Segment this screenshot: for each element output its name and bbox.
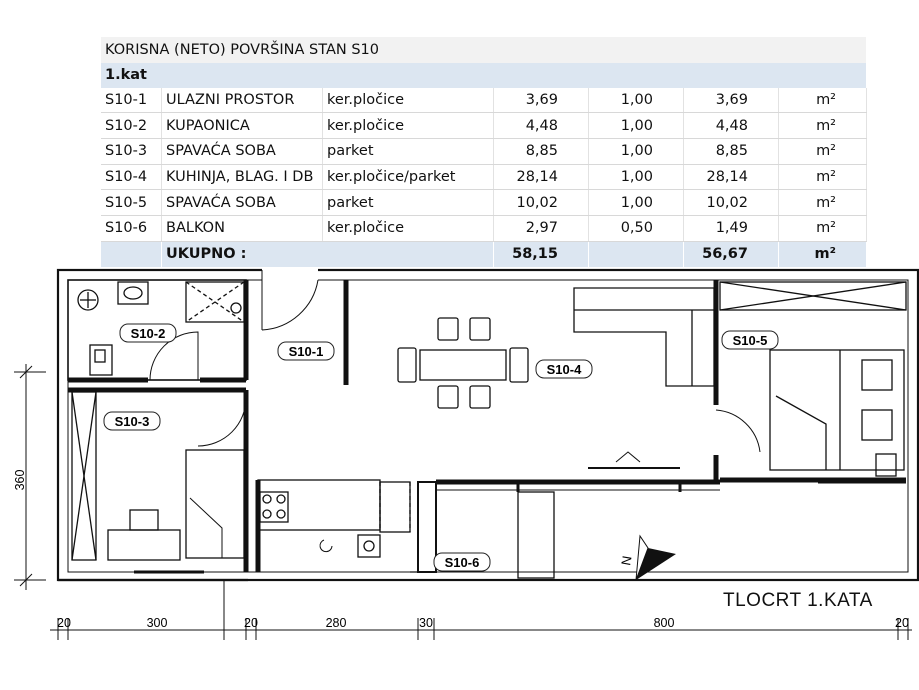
room-unit: m² [779,113,867,139]
dim-5: 30 [419,616,433,630]
table-title-row [101,37,867,63]
room-unit: m² [779,216,867,242]
room-net-area: 3,69 [684,88,779,113]
room-coef: 1,00 [589,190,684,216]
dining-table [420,350,506,380]
table-row [101,139,867,165]
room-label-s10-2: S10-2 [130,326,166,341]
room-name: SPAVAĆA SOBA [162,190,323,216]
room-coef: 1,00 [589,113,684,139]
north-arrow-icon [618,536,676,580]
sink [358,535,380,557]
room-finish: ker.pločice [323,216,494,242]
table-row [101,88,867,113]
table-total-row [101,241,867,266]
sofa [574,288,714,386]
room-net-area: 8,85 [684,139,779,165]
room-label-s10-5: S10-5 [732,333,768,348]
floor-plan [0,265,919,690]
room-name: SPAVAĆA SOBA [162,139,323,165]
room-finish: ker.pločice [323,113,494,139]
room-label-s10-3: S10-3 [114,414,150,429]
table-title: KORISNA (NETO) POVRŠINA STAN S10 [101,37,867,63]
room-id: S10-6 [101,216,162,242]
table-row [101,190,867,216]
table-row [101,216,867,242]
room-area: 8,85 [494,139,589,165]
room-label-s10-6: S10-6 [444,555,480,570]
dim-height: 360 [13,469,27,491]
exterior-wall-inner [68,280,908,572]
total-net-area: 56,67 [684,241,779,266]
exterior-wall [58,270,918,580]
room-unit: m² [779,139,867,165]
room-unit: m² [779,164,867,190]
dim-3: 20 [244,616,258,630]
dim-6: 800 [653,616,675,630]
dim-1: 20 [57,616,71,630]
table-row [101,113,867,139]
total-area: 58,15 [494,241,589,266]
dim-4: 280 [325,616,347,630]
room-area: 2,97 [494,216,589,242]
balcony [518,492,554,578]
room-coef: 1,00 [589,139,684,165]
room-area: 28,14 [494,164,589,190]
bed-s10-3 [186,450,244,558]
room-net-area: 28,14 [684,164,779,190]
room-name: KUHINJA, BLAG. I DB [162,164,323,190]
dim-7: 20 [895,616,909,630]
washbasin [118,282,148,304]
room-area: 4,48 [494,113,589,139]
dim-2: 300 [146,616,168,630]
room-label-s10-4: S10-4 [546,362,582,377]
room-unit: m² [779,88,867,113]
total-label: UKUPNO : [162,241,494,266]
room-name: KUPAONICA [162,113,323,139]
room-name: ULAZNI PROSTOR [162,88,323,113]
room-unit: m² [779,190,867,216]
room-net-area: 10,02 [684,190,779,216]
total-unit: m² [779,241,867,266]
north-label: N [618,554,635,567]
room-finish: parket [323,139,494,165]
room-area: 3,69 [494,88,589,113]
room-net-area: 4,48 [684,113,779,139]
table-row [101,164,867,190]
room-id: S10-3 [101,139,162,165]
table-floor-row [101,63,867,88]
room-label-s10-1: S10-1 [288,344,324,359]
plan-title: TLOCRT 1.KATA [723,590,873,611]
room-finish: ker.pločice [323,88,494,113]
room-id: S10-2 [101,113,162,139]
room-net-area: 1,49 [684,216,779,242]
table-floor-label: 1.kat [101,63,867,88]
room-finish: ker.pločice/parket [323,164,494,190]
room-id: S10-1 [101,88,162,113]
room-area: 10,02 [494,190,589,216]
room-finish: parket [323,190,494,216]
room-id: S10-5 [101,190,162,216]
room-id: S10-4 [101,164,162,190]
room-name: BALKON [162,216,323,242]
room-coef: 1,00 [589,88,684,113]
room-coef: 1,00 [589,164,684,190]
room-coef: 0,50 [589,216,684,242]
area-table [101,37,867,267]
